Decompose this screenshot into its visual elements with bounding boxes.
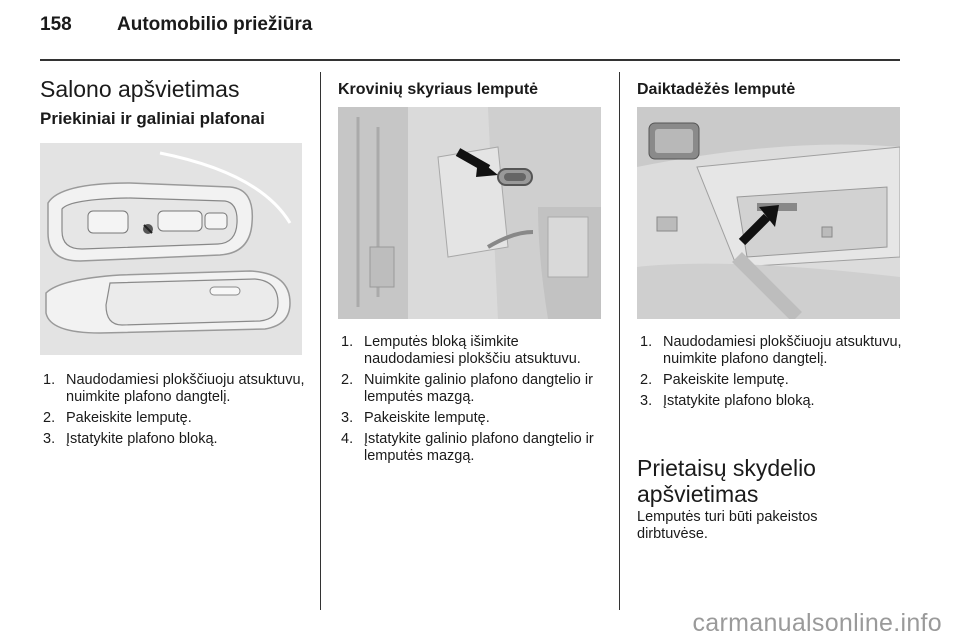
subtitle-dome-lights: Priekiniai ir galiniai plafonai bbox=[40, 109, 265, 128]
list-item: 2. Pakeiskite lemputę. bbox=[640, 372, 789, 388]
column-divider-1 bbox=[320, 72, 321, 610]
watermark: carmanualsonline.info bbox=[692, 609, 942, 637]
heading-cargo-lamp: Krovinių skyriaus lemputė bbox=[338, 81, 539, 98]
header-rule bbox=[40, 59, 900, 61]
list-item: 3. Pakeiskite lemputę. bbox=[341, 410, 490, 426]
list-item: 1. Naudodamiesi plokščiuoju atsuktuvu, nuimkite plafono dangtelį. bbox=[640, 334, 902, 367]
list-item: 1. Naudodamiesi plokščiuoju atsuktuvu, nuimkite plafono dangtelį. bbox=[43, 372, 305, 405]
instrument-panel-text: Lemputės turi būti pakeistos dirbtuvėse. bbox=[637, 509, 818, 542]
list-item: 3. Įstatykite plafono bloką. bbox=[640, 393, 815, 409]
cargo-lamp-illustration bbox=[338, 107, 601, 319]
steps-cargo-lamp bbox=[338, 334, 608, 469]
steps-glovebox-lamp bbox=[637, 334, 902, 414]
list-item: 1. Lemputės bloką išimkite naudodamiesi plokščiu atsuktuvu. bbox=[341, 334, 581, 367]
figure-glovebox-lamp bbox=[637, 107, 900, 319]
list-item: 3. Įstatykite plafono bloką. bbox=[43, 431, 218, 447]
list-item: 2. Pakeiskite lemputę. bbox=[43, 410, 192, 426]
heading-glovebox-lamp: Daiktadėžės lemputė bbox=[637, 81, 796, 98]
list-item: 4. Įstatykite galinio plafono dangtelio ir lemputės mazgą. bbox=[341, 431, 594, 464]
column-1 bbox=[40, 76, 308, 129]
column-2 bbox=[338, 80, 606, 100]
page-number: 158 bbox=[40, 14, 72, 35]
section-title-interior-lighting: Salono apšvietimas bbox=[40, 76, 240, 102]
glovebox-lamp-illustration bbox=[637, 107, 900, 319]
page-header-title: Automobilio priežiūra bbox=[117, 14, 313, 35]
section-title-instrument-panel: Prietaisų skydelio apšvietimas bbox=[637, 455, 816, 507]
column-3 bbox=[637, 80, 902, 100]
steps-dome-light bbox=[40, 372, 308, 452]
figure-dome-light bbox=[40, 143, 302, 355]
list-item: 2. Nuimkite galinio plafono dangtelio ir lemputės mazgą. bbox=[341, 372, 593, 405]
figure-cargo-lamp bbox=[338, 107, 601, 319]
dome-light-illustration bbox=[40, 143, 302, 355]
column-divider-2 bbox=[619, 72, 620, 610]
